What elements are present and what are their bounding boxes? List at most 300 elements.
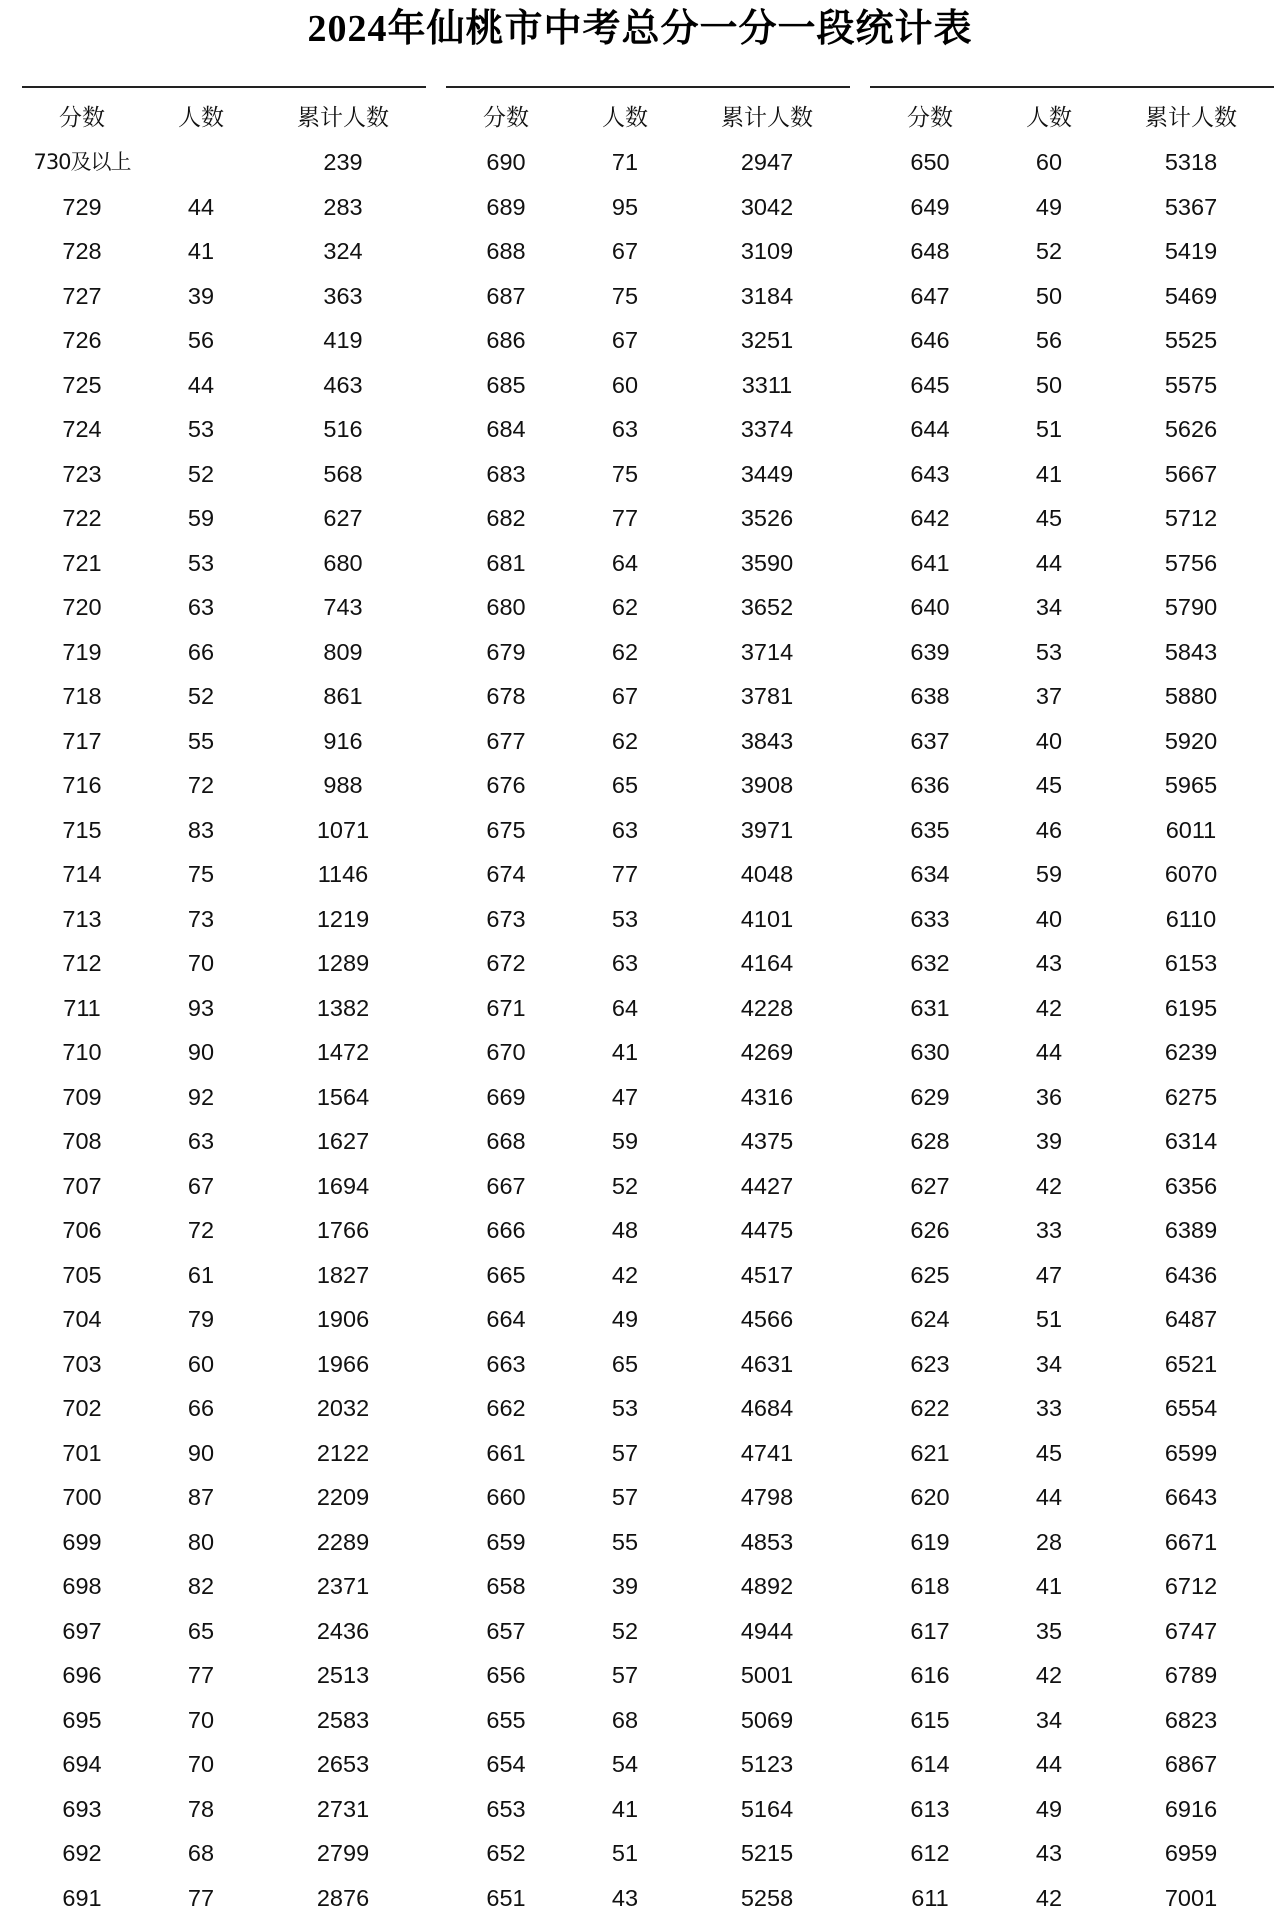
- table-row: [870, 630, 1274, 675]
- cell-count: 75: [566, 274, 684, 319]
- cell-cumulative: 6314: [1108, 1119, 1274, 1164]
- cell-cumulative: 2513: [260, 1653, 426, 1698]
- cell-count: 77: [566, 496, 684, 541]
- header-score: 分数: [446, 88, 566, 140]
- cell-score: 715: [22, 808, 142, 853]
- cell-cumulative: 2653: [260, 1742, 426, 1787]
- header-score: 分数: [870, 88, 990, 140]
- cell-cumulative: 6789: [1108, 1653, 1274, 1698]
- cell-count: 54: [566, 1742, 684, 1787]
- header-cumulative: 累计人数: [260, 88, 426, 140]
- cell-score: 700: [22, 1475, 142, 1520]
- cell-cumulative: 3526: [684, 496, 850, 541]
- header-count: 人数: [142, 88, 260, 140]
- cell-cumulative: 3042: [684, 185, 850, 230]
- header-row: [870, 88, 1274, 140]
- cell-cumulative: 5123: [684, 1742, 850, 1787]
- table-row: [446, 1876, 850, 1920]
- table-row: [22, 1030, 426, 1075]
- cell-cumulative: 3781: [684, 674, 850, 719]
- cell-count: 49: [990, 1787, 1108, 1832]
- table-row: [446, 1742, 850, 1787]
- cell-count: 95: [566, 185, 684, 230]
- table-row: [870, 1564, 1274, 1609]
- table-row: [446, 541, 850, 586]
- cell-count: 70: [142, 941, 260, 986]
- table-row: [22, 674, 426, 719]
- cell-count: 83: [142, 808, 260, 853]
- table-row: [446, 897, 850, 942]
- table-row: [446, 1564, 850, 1609]
- score-table-block-1: [22, 86, 426, 1920]
- cell-cumulative: 5525: [1108, 318, 1274, 363]
- cell-cumulative: 2209: [260, 1475, 426, 1520]
- cell-cumulative: 5965: [1108, 763, 1274, 808]
- cell-cumulative: 2947: [684, 140, 850, 185]
- cell-cumulative: 1564: [260, 1075, 426, 1120]
- cell-count: 82: [142, 1564, 260, 1609]
- cell-score: 644: [870, 407, 990, 452]
- table-row: [446, 1119, 850, 1164]
- cell-score: 617: [870, 1609, 990, 1654]
- cell-cumulative: 2122: [260, 1431, 426, 1476]
- cell-count: 52: [142, 452, 260, 497]
- cell-count: 63: [566, 808, 684, 853]
- cell-score: 693: [22, 1787, 142, 1832]
- cell-cumulative: 7001: [1108, 1876, 1274, 1920]
- cell-count: 67: [566, 318, 684, 363]
- cell-count: 34: [990, 1342, 1108, 1387]
- cell-score: 622: [870, 1386, 990, 1431]
- cell-cumulative: 6070: [1108, 852, 1274, 897]
- cell-score: 697: [22, 1609, 142, 1654]
- cell-cumulative: 5756: [1108, 541, 1274, 586]
- table-row: [446, 1431, 850, 1476]
- cell-cumulative: 4684: [684, 1386, 850, 1431]
- cell-count: 56: [142, 318, 260, 363]
- cell-cumulative: 6356: [1108, 1164, 1274, 1209]
- cell-count: 53: [142, 541, 260, 586]
- cell-score: 725: [22, 363, 142, 408]
- cell-score: 657: [446, 1609, 566, 1654]
- cell-count: 35: [990, 1609, 1108, 1654]
- cell-count: 40: [990, 897, 1108, 942]
- cell-score: 664: [446, 1297, 566, 1342]
- table-row: [446, 1698, 850, 1743]
- table-row: [22, 541, 426, 586]
- table-row: [22, 1386, 426, 1431]
- cell-count: 52: [990, 229, 1108, 274]
- table-row: [446, 1653, 850, 1698]
- cell-count: 43: [990, 1831, 1108, 1876]
- cell-score: 704: [22, 1297, 142, 1342]
- cell-cumulative: 1382: [260, 986, 426, 1031]
- table-row: [870, 852, 1274, 897]
- table-row: [870, 1431, 1274, 1476]
- cell-score: 631: [870, 986, 990, 1031]
- cell-count: 64: [566, 986, 684, 1031]
- cell-count: 53: [990, 630, 1108, 675]
- cell-cumulative: 5215: [684, 1831, 850, 1876]
- cell-score: 713: [22, 897, 142, 942]
- cell-count: 44: [990, 1475, 1108, 1520]
- cell-count: 47: [566, 1075, 684, 1120]
- table-row: [446, 140, 850, 185]
- cell-cumulative: 6153: [1108, 941, 1274, 986]
- cell-cumulative: 2371: [260, 1564, 426, 1609]
- cell-score: 729: [22, 185, 142, 230]
- table-row: [870, 229, 1274, 274]
- cell-count: 57: [566, 1431, 684, 1476]
- score-table: [22, 88, 426, 1920]
- table-row: [870, 1698, 1274, 1743]
- cell-count: 44: [142, 363, 260, 408]
- cell-count: 50: [990, 274, 1108, 319]
- cell-cumulative: 3652: [684, 585, 850, 630]
- cell-cumulative: 2731: [260, 1787, 426, 1832]
- table-row: [446, 1164, 850, 1209]
- cell-cumulative: 516: [260, 407, 426, 452]
- cell-score: 625: [870, 1253, 990, 1298]
- table-row: [870, 1386, 1274, 1431]
- table-row: [446, 452, 850, 497]
- cell-count: 44: [990, 1030, 1108, 1075]
- cell-score: 652: [446, 1831, 566, 1876]
- cell-cumulative: 419: [260, 318, 426, 363]
- cell-count: 62: [566, 630, 684, 675]
- cell-cumulative: 3449: [684, 452, 850, 497]
- cell-score: 649: [870, 185, 990, 230]
- cell-score: 723: [22, 452, 142, 497]
- cell-count: 77: [142, 1653, 260, 1698]
- cell-count: 57: [566, 1475, 684, 1520]
- score-table: [446, 88, 850, 1920]
- cell-count: 60: [990, 140, 1108, 185]
- table-row: [446, 1386, 850, 1431]
- cell-count: 71: [566, 140, 684, 185]
- cell-count: 90: [142, 1431, 260, 1476]
- cell-score: 661: [446, 1431, 566, 1476]
- cell-score: 660: [446, 1475, 566, 1520]
- cell-count: 37: [990, 674, 1108, 719]
- cell-cumulative: 1472: [260, 1030, 426, 1075]
- page-title: 2024年仙桃市中考总分一分一段统计表: [0, 4, 1280, 54]
- table-row: [446, 274, 850, 319]
- cell-count: 64: [566, 541, 684, 586]
- cell-count: 70: [142, 1742, 260, 1787]
- cell-count: 75: [142, 852, 260, 897]
- cell-cumulative: 6823: [1108, 1698, 1274, 1743]
- table-row: [446, 630, 850, 675]
- cell-count: 65: [566, 1342, 684, 1387]
- cell-score: 635: [870, 808, 990, 853]
- table-row: [870, 808, 1274, 853]
- table-row: [22, 808, 426, 853]
- table-row: [870, 452, 1274, 497]
- cell-cumulative: 6671: [1108, 1520, 1274, 1565]
- cell-score: 645: [870, 363, 990, 408]
- cell-count: 48: [566, 1208, 684, 1253]
- cell-cumulative: 6110: [1108, 897, 1274, 942]
- table-row: [22, 318, 426, 363]
- cell-score: 721: [22, 541, 142, 586]
- cell-count: 55: [566, 1520, 684, 1565]
- cell-score: 627: [870, 1164, 990, 1209]
- cell-cumulative: 3714: [684, 630, 850, 675]
- cell-score: 691: [22, 1876, 142, 1920]
- cell-cumulative: 324: [260, 229, 426, 274]
- table-row: [446, 1831, 850, 1876]
- cell-count: [142, 140, 260, 185]
- cell-cumulative: 5880: [1108, 674, 1274, 719]
- cell-score: 630: [870, 1030, 990, 1075]
- table-row: [446, 1208, 850, 1253]
- cell-score: 712: [22, 941, 142, 986]
- cell-count: 45: [990, 1431, 1108, 1476]
- table-row: [446, 852, 850, 897]
- cell-score: 638: [870, 674, 990, 719]
- cell-cumulative: 6239: [1108, 1030, 1274, 1075]
- table-row: [22, 986, 426, 1031]
- table-row: [870, 1609, 1274, 1654]
- cell-score: 683: [446, 452, 566, 497]
- cell-count: 67: [566, 674, 684, 719]
- cell-score: 716: [22, 763, 142, 808]
- table-row: [870, 1475, 1274, 1520]
- cell-count: 41: [990, 452, 1108, 497]
- cell-count: 60: [142, 1342, 260, 1387]
- table-row: [870, 1119, 1274, 1164]
- cell-count: 62: [566, 585, 684, 630]
- cell-count: 49: [990, 185, 1108, 230]
- table-row: [446, 1787, 850, 1832]
- cell-count: 93: [142, 986, 260, 1031]
- cell-count: 63: [142, 585, 260, 630]
- header-cumulative: 累计人数: [684, 88, 850, 140]
- cell-score: 663: [446, 1342, 566, 1387]
- cell-cumulative: 239: [260, 140, 426, 185]
- cell-cumulative: 6867: [1108, 1742, 1274, 1787]
- cell-cumulative: 463: [260, 363, 426, 408]
- cell-count: 63: [142, 1119, 260, 1164]
- cell-cumulative: 2876: [260, 1876, 426, 1920]
- table-row: [22, 229, 426, 274]
- table-row: [446, 1342, 850, 1387]
- cell-cumulative: 861: [260, 674, 426, 719]
- cell-score: 678: [446, 674, 566, 719]
- table-row: [446, 941, 850, 986]
- cell-score: 653: [446, 1787, 566, 1832]
- table-row: [870, 407, 1274, 452]
- cell-cumulative: 6275: [1108, 1075, 1274, 1120]
- cell-count: 51: [990, 407, 1108, 452]
- cell-count: 49: [566, 1297, 684, 1342]
- cell-cumulative: 1627: [260, 1119, 426, 1164]
- cell-cumulative: 5069: [684, 1698, 850, 1743]
- table-row: [22, 1208, 426, 1253]
- cell-cumulative: 1146: [260, 852, 426, 897]
- cell-count: 52: [142, 674, 260, 719]
- table-row: [446, 1297, 850, 1342]
- cell-score: 695: [22, 1698, 142, 1743]
- cell-count: 68: [566, 1698, 684, 1743]
- table-row: [870, 674, 1274, 719]
- cell-score: 686: [446, 318, 566, 363]
- cell-count: 42: [990, 1876, 1108, 1920]
- cell-score: 655: [446, 1698, 566, 1743]
- score-table-block-3: [870, 86, 1274, 1920]
- cell-count: 42: [566, 1253, 684, 1298]
- table-row: [22, 1698, 426, 1743]
- cell-cumulative: 1766: [260, 1208, 426, 1253]
- cell-count: 43: [990, 941, 1108, 986]
- table-row: [870, 1297, 1274, 1342]
- cell-score: 628: [870, 1119, 990, 1164]
- cell-count: 80: [142, 1520, 260, 1565]
- table-row: [870, 1653, 1274, 1698]
- table-row: [22, 1119, 426, 1164]
- cell-count: 52: [566, 1164, 684, 1209]
- table-row: [22, 1520, 426, 1565]
- table-row: [22, 274, 426, 319]
- table-row: [870, 897, 1274, 942]
- cell-count: 45: [990, 496, 1108, 541]
- cell-score: 718: [22, 674, 142, 719]
- cell-cumulative: 6389: [1108, 1208, 1274, 1253]
- table-row: [446, 763, 850, 808]
- header-row: [446, 88, 850, 140]
- table-row: [446, 719, 850, 764]
- cell-score: 612: [870, 1831, 990, 1876]
- cell-cumulative: 1827: [260, 1253, 426, 1298]
- table-row: [446, 1609, 850, 1654]
- cell-count: 39: [566, 1564, 684, 1609]
- cell-cumulative: 1906: [260, 1297, 426, 1342]
- table-row: [22, 1297, 426, 1342]
- cell-score: 680: [446, 585, 566, 630]
- cell-score: 623: [870, 1342, 990, 1387]
- cell-cumulative: 1966: [260, 1342, 426, 1387]
- cell-score: 620: [870, 1475, 990, 1520]
- cell-count: 44: [142, 185, 260, 230]
- table-row: [22, 1431, 426, 1476]
- cell-score: 711: [22, 986, 142, 1031]
- table-row: [22, 140, 426, 185]
- cell-cumulative: 4566: [684, 1297, 850, 1342]
- cell-score: 670: [446, 1030, 566, 1075]
- table-row: [870, 496, 1274, 541]
- table-row: [870, 363, 1274, 408]
- cell-cumulative: 6712: [1108, 1564, 1274, 1609]
- cell-cumulative: 4944: [684, 1609, 850, 1654]
- cell-count: 59: [990, 852, 1108, 897]
- cell-score: 675: [446, 808, 566, 853]
- cell-score: 689: [446, 185, 566, 230]
- cell-count: 59: [142, 496, 260, 541]
- cell-cumulative: 627: [260, 496, 426, 541]
- cell-count: 44: [990, 541, 1108, 586]
- cell-count: 57: [566, 1653, 684, 1698]
- cell-cumulative: 6436: [1108, 1253, 1274, 1298]
- cell-cumulative: 4375: [684, 1119, 850, 1164]
- cell-cumulative: 988: [260, 763, 426, 808]
- cell-score: 722: [22, 496, 142, 541]
- cell-cumulative: 5667: [1108, 452, 1274, 497]
- cell-score: 703: [22, 1342, 142, 1387]
- table-row: [22, 496, 426, 541]
- cell-cumulative: 1071: [260, 808, 426, 853]
- cell-cumulative: 2032: [260, 1386, 426, 1431]
- table-row: [870, 719, 1274, 764]
- cell-score: 696: [22, 1653, 142, 1698]
- cell-count: 45: [990, 763, 1108, 808]
- cell-cumulative: 5318: [1108, 140, 1274, 185]
- cell-score: 728: [22, 229, 142, 274]
- cell-count: 62: [566, 719, 684, 764]
- cell-cumulative: 4048: [684, 852, 850, 897]
- cell-cumulative: 3971: [684, 808, 850, 853]
- table-row: [22, 852, 426, 897]
- cell-score: 639: [870, 630, 990, 675]
- cell-cumulative: 2799: [260, 1831, 426, 1876]
- cell-score: 626: [870, 1208, 990, 1253]
- cell-score: 654: [446, 1742, 566, 1787]
- cell-score: 708: [22, 1119, 142, 1164]
- cell-cumulative: 1289: [260, 941, 426, 986]
- cell-score: 619: [870, 1520, 990, 1565]
- cell-cumulative: 4892: [684, 1564, 850, 1609]
- table-row: [22, 1653, 426, 1698]
- cell-count: 47: [990, 1253, 1108, 1298]
- cell-score: 699: [22, 1520, 142, 1565]
- cell-count: 65: [142, 1609, 260, 1654]
- table-row: [870, 1831, 1274, 1876]
- cell-count: 34: [990, 1698, 1108, 1743]
- cell-count: 63: [566, 407, 684, 452]
- cell-count: 92: [142, 1075, 260, 1120]
- cell-cumulative: 5164: [684, 1787, 850, 1832]
- cell-cumulative: 5419: [1108, 229, 1274, 274]
- cell-score: 667: [446, 1164, 566, 1209]
- cell-score: 637: [870, 719, 990, 764]
- cell-score: 616: [870, 1653, 990, 1698]
- table-row: [446, 185, 850, 230]
- cell-count: 40: [990, 719, 1108, 764]
- cell-cumulative: 2289: [260, 1520, 426, 1565]
- cell-cumulative: 6959: [1108, 1831, 1274, 1876]
- cell-score: 726: [22, 318, 142, 363]
- table-row: [870, 1787, 1274, 1832]
- table-row: [446, 318, 850, 363]
- cell-count: 39: [142, 274, 260, 319]
- cell-cumulative: 4164: [684, 941, 850, 986]
- table-row: [22, 763, 426, 808]
- cell-cumulative: 3109: [684, 229, 850, 274]
- table-row: [22, 1742, 426, 1787]
- table-row: [22, 941, 426, 986]
- cell-score: 632: [870, 941, 990, 986]
- table-row: [870, 1520, 1274, 1565]
- cell-cumulative: 3184: [684, 274, 850, 319]
- table-row: [870, 763, 1274, 808]
- table-row: [446, 1253, 850, 1298]
- cell-score: 706: [22, 1208, 142, 1253]
- cell-cumulative: 3908: [684, 763, 850, 808]
- table-row: [22, 630, 426, 675]
- cell-cumulative: 5258: [684, 1876, 850, 1920]
- cell-cumulative: 5712: [1108, 496, 1274, 541]
- table-row: [870, 140, 1274, 185]
